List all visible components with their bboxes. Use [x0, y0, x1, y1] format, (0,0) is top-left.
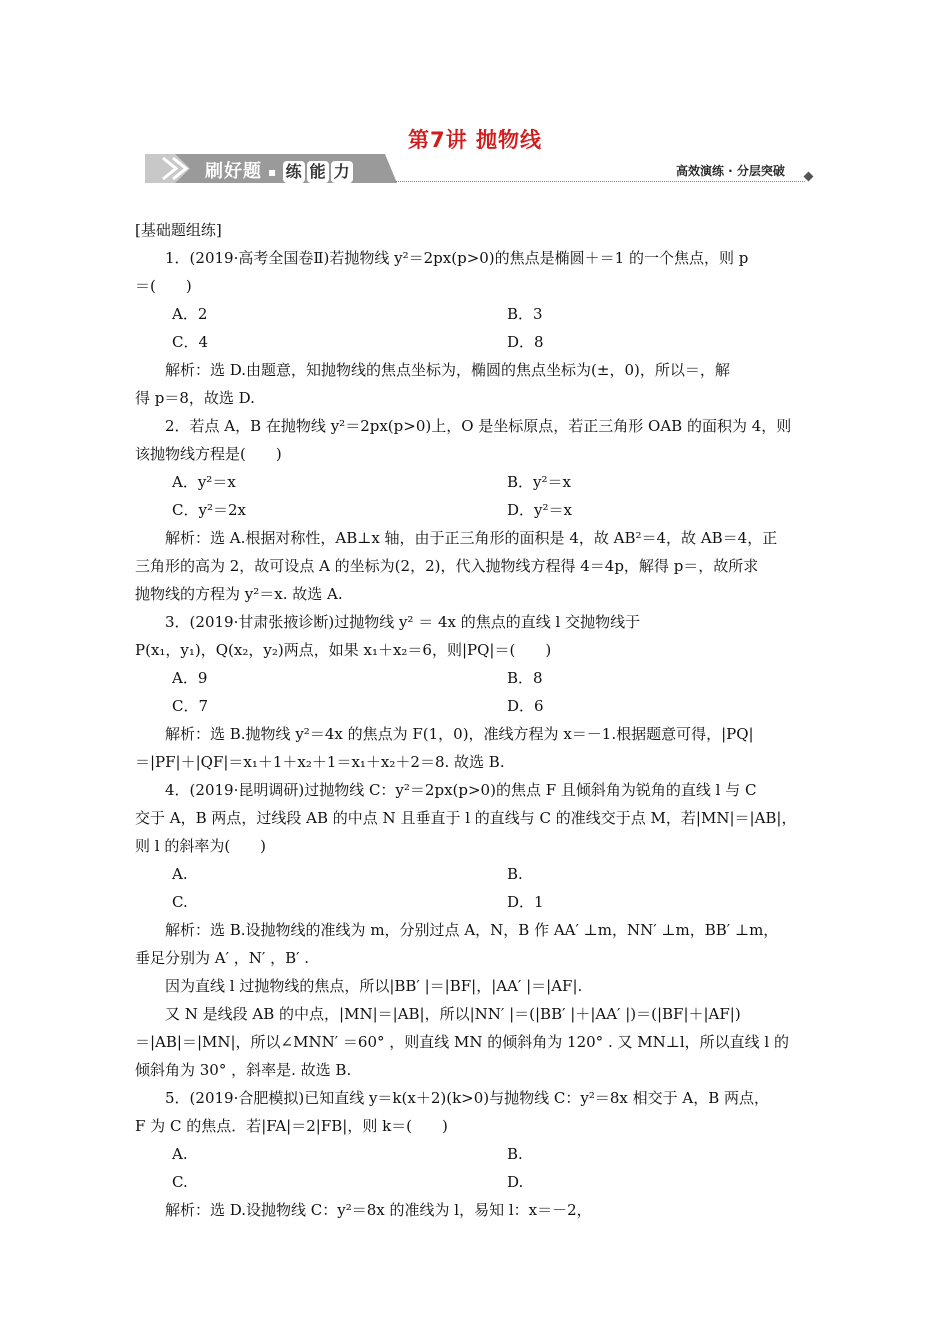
q5-option-b: B. — [507, 1145, 523, 1163]
q3-stem-2: P(x₁，y₁)，Q(x₂，y₂)两点，如果 x₁＋x₂＝6，则|PQ|＝( ) — [135, 641, 552, 659]
q4-option-b: B. — [507, 865, 523, 883]
q5-option-a: A. — [172, 1145, 188, 1163]
q2-options-cd — [135, 496, 820, 524]
banner-dot: ▪ — [268, 165, 278, 179]
q4-option-d: D．1 — [507, 893, 544, 911]
q3-stem-1: 3．(2019·甘肃张掖诊断)过抛物线 y² ＝ 4x 的焦点的直线 l 交抛物线于 — [165, 613, 641, 631]
q4-options-cd — [135, 888, 820, 916]
q1-option-b: B．3 — [507, 305, 543, 323]
q2-stem-1: 2．若点 A，B 在抛物线 y²＝2px(p>0)上，O 是坐标原点，若正三角形 OAB 的面积为 4，则 — [165, 417, 792, 435]
q1-stem-2: ＝( ) — [135, 277, 192, 295]
q2-solution-3: 抛物线的方程为 y²＝x. 故选 A. — [135, 585, 343, 603]
page-title: 第7讲 抛物线 — [408, 128, 542, 152]
q4-options-ab — [135, 860, 820, 888]
q2-options-ab — [135, 468, 820, 496]
q2-stem-2: 该抛物线方程是( ) — [135, 445, 282, 463]
q3-option-a: A．9 — [172, 669, 208, 687]
q3-options-cd — [135, 692, 820, 720]
q1-options-ab — [135, 300, 820, 328]
q2-solution-2: 三角形的高为 2，故可设点 A 的坐标为(2，2)，代入抛物线方程得 4＝4p，解得 p＝，故所求 — [135, 557, 759, 575]
q3-options-ab — [135, 664, 820, 692]
header-dotted-rule — [395, 181, 805, 182]
q2-option-b: B．y²＝x — [507, 473, 571, 491]
q5-options-ab — [135, 1140, 820, 1168]
q2-option-d: D．y²＝x — [507, 501, 572, 519]
q3-option-c: C．7 — [172, 697, 209, 715]
q2-option-a: A．y²＝x — [172, 473, 236, 491]
q5-stem-2: F 为 C 的焦点．若|FA|＝2|FB|，则 k＝( ) — [135, 1117, 448, 1135]
banner-char-3: 力 — [331, 161, 353, 183]
q1-option-c: C．4 — [172, 333, 209, 351]
q4-solution-6: 倾斜角为 30° ，斜率是. 故选 B. — [135, 1061, 352, 1079]
q2-solution-1: 解析：选 A.根据对称性，AB⊥x 轴，由于正三角形的面积是 4，故 AB²＝4，故 AB＝4，正 — [165, 529, 778, 547]
banner-char-2: 能 — [307, 161, 329, 183]
q5-options-cd — [135, 1168, 820, 1196]
q5-solution-1: 解析：选 D.设抛物线 C：y²＝8x 的准线为 l，易知 l：x＝－2， — [165, 1201, 592, 1219]
q4-option-c: C. — [172, 893, 188, 911]
q1-stem-1: 1．(2019·高考全国卷Ⅱ)若抛物线 y²＝2px(p>0)的焦点是椭圆＋＝1 的一个焦点，则 p — [165, 249, 749, 267]
q1-option-d: D．8 — [507, 333, 544, 351]
q4-solution-4: 又 N 是线段 AB 的中点，|MN|＝|AB|，所以|NN′ |＝(|BB′ |＋|AA′ |)＝(|BF|＋|AF|) — [165, 1005, 741, 1023]
q1-solution-2: 得 p＝8，故选 D. — [135, 389, 255, 407]
q3-option-b: B．8 — [507, 669, 543, 687]
q3-solution-1: 解析：选 B.抛物线 y²＝4x 的焦点为 F(1，0)，准线方程为 x＝－1.根据题意可得，|PQ| — [165, 725, 754, 743]
q5-option-d: D. — [507, 1173, 524, 1191]
section-heading: [基础题组练] — [135, 221, 222, 239]
q3-option-d: D．6 — [507, 697, 544, 715]
banner-subtitle: 高效演练 · 分层突破 — [676, 164, 785, 178]
banner-label — [205, 157, 355, 183]
q2-option-c: C．y²＝2x — [172, 501, 246, 519]
q4-option-a: A. — [172, 865, 188, 883]
q4-solution-3: 因为直线 l 过抛物线的焦点，所以|BB′ |＝|BF|，|AA′ |＝|AF|. — [165, 977, 583, 995]
q4-stem-2: 交于 A，B 两点，过线段 AB 的中点 N 且垂直于 l 的直线与 C 的准线交于点 M，若|MN|＝|AB|， — [135, 809, 797, 827]
q3-solution-2: ＝|PF|＋|QF|＝x₁＋1＋x₂＋1＝x₁＋x₂＋2＝8. 故选 B. — [135, 753, 505, 771]
q5-stem-1: 5．(2019·合肥模拟)已知直线 y＝k(x＋2)(k>0)与抛物线 C：y²＝8x 相交于 A，B 两点， — [165, 1089, 770, 1107]
q4-solution-5: ＝|AB|＝|MN|，所以∠MNN′ ＝60° ，则直线 MN 的倾斜角为 120° . 又 MN⊥l，所以直线 l 的 — [135, 1033, 789, 1051]
q5-option-c: C. — [172, 1173, 188, 1191]
q4-stem-3: 则 l 的斜率为( ) — [135, 837, 267, 855]
q4-solution-2: 垂足分别为 A′ ，N′ ，B′ . — [135, 949, 310, 967]
document-body — [135, 216, 820, 1224]
banner-left-text: 刷好题 — [205, 161, 262, 182]
q1-solution-1: 解析：选 D.由题意，知抛物线的焦点坐标为，椭圆的焦点坐标为(±，0)，所以＝，解 — [165, 361, 730, 379]
q1-option-a: A．2 — [172, 305, 208, 323]
banner-char-1: 练 — [283, 161, 305, 183]
diamond-icon — [804, 172, 814, 182]
q1-options-cd — [135, 328, 820, 356]
q4-stem-1: 4．(2019·昆明调研)过抛物线 C：y²＝2px(p>0)的焦点 F 且倾斜角为锐角的直线 l 与 C — [165, 781, 757, 799]
q4-solution-1: 解析：选 B.设抛物线的准线为 m，分别过点 A，N，B 作 AA′ ⊥m，NN′ ⊥m，BB′ ⊥m， — [165, 921, 779, 939]
